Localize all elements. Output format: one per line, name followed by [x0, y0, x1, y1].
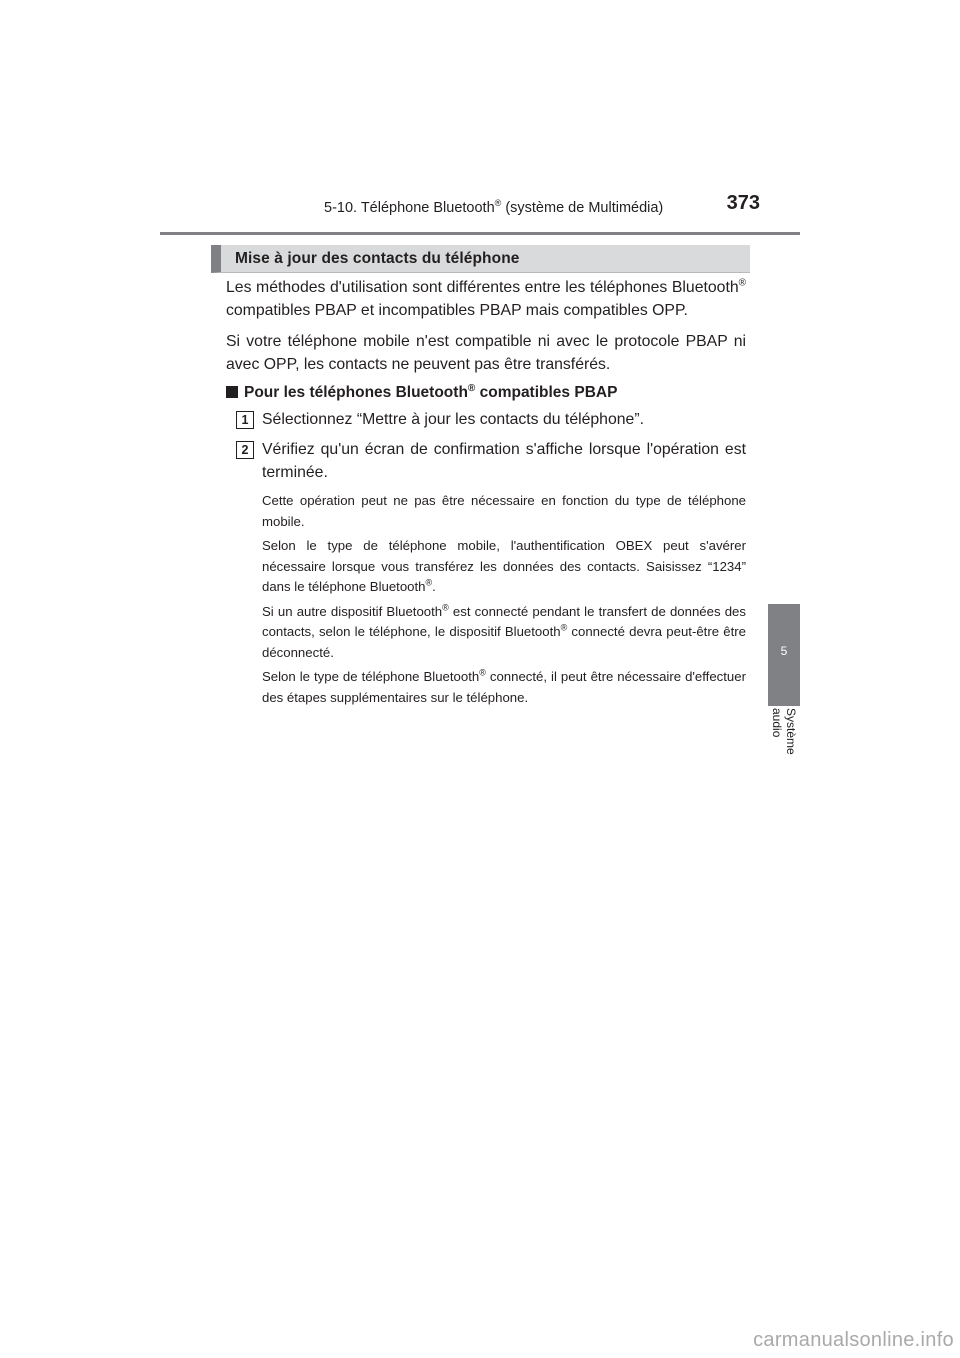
step-item — [226, 408, 746, 431]
header-rule — [160, 232, 800, 235]
step-text: Vérifiez qu'un écran de confirmation s'affiche lorsque l'opération est terminée. — [262, 441, 746, 481]
page-number: 373 — [726, 192, 760, 214]
note-paragraph: Cette opération peut ne pas être nécessaire en fonction du type de téléphone mobile. — [262, 493, 746, 529]
intro-paragraph: Les méthodes d'utilisation sont différentes entre les téléphones Bluetooth® compatibles PBAP et incompatibles PBAP mais compatibles OPP. — [226, 277, 746, 319]
chapter-label: Système audio — [770, 708, 798, 755]
step-number: 2 — [236, 441, 254, 459]
chapter-title: 5-10. Téléphone Bluetooth® (système de Multimédia) — [324, 198, 664, 216]
step-item — [226, 438, 746, 484]
page-content — [226, 276, 746, 712]
note-paragraph: Selon le type de téléphone mobile, l'authentification OBEX peut s'avérer nécessaire lorsque vous transférez les données des contacts. Saisissez “1234” dans le téléphone Bluetooth®. — [262, 538, 746, 594]
note-paragraph: Selon le type de téléphone Bluetooth® connecté, il peut être nécessaire d'effectuer des étapes supplémentaires sur le téléphone. — [262, 667, 746, 705]
pbap-subheading: Pour les téléphones Bluetooth® compatibles PBAP — [226, 384, 746, 402]
compatibility-paragraph: Si votre téléphone mobile n'est compatible ni avec le protocole PBAP ni avec OPP, les contacts ne peuvent pas être transférés. — [226, 333, 746, 373]
chapter-number-tab: 5 — [768, 604, 800, 706]
step-text: Sélectionnez “Mettre à jour les contacts du téléphone”. — [262, 411, 644, 428]
page-header — [160, 192, 800, 234]
watermark: carmanualsonline.info — [753, 1329, 954, 1351]
square-bullet-icon — [226, 386, 238, 398]
step-number: 1 — [236, 411, 254, 429]
section-title: Mise à jour des contacts du téléphone — [211, 245, 750, 273]
chapter-side-tab — [768, 234, 800, 784]
note-paragraph: Si un autre dispositif Bluetooth® est connecté pendant le transfert de données des contacts, selon le téléphone, le dispositif Bluetooth® connecté devra peut-être être déconnecté. — [262, 602, 746, 660]
